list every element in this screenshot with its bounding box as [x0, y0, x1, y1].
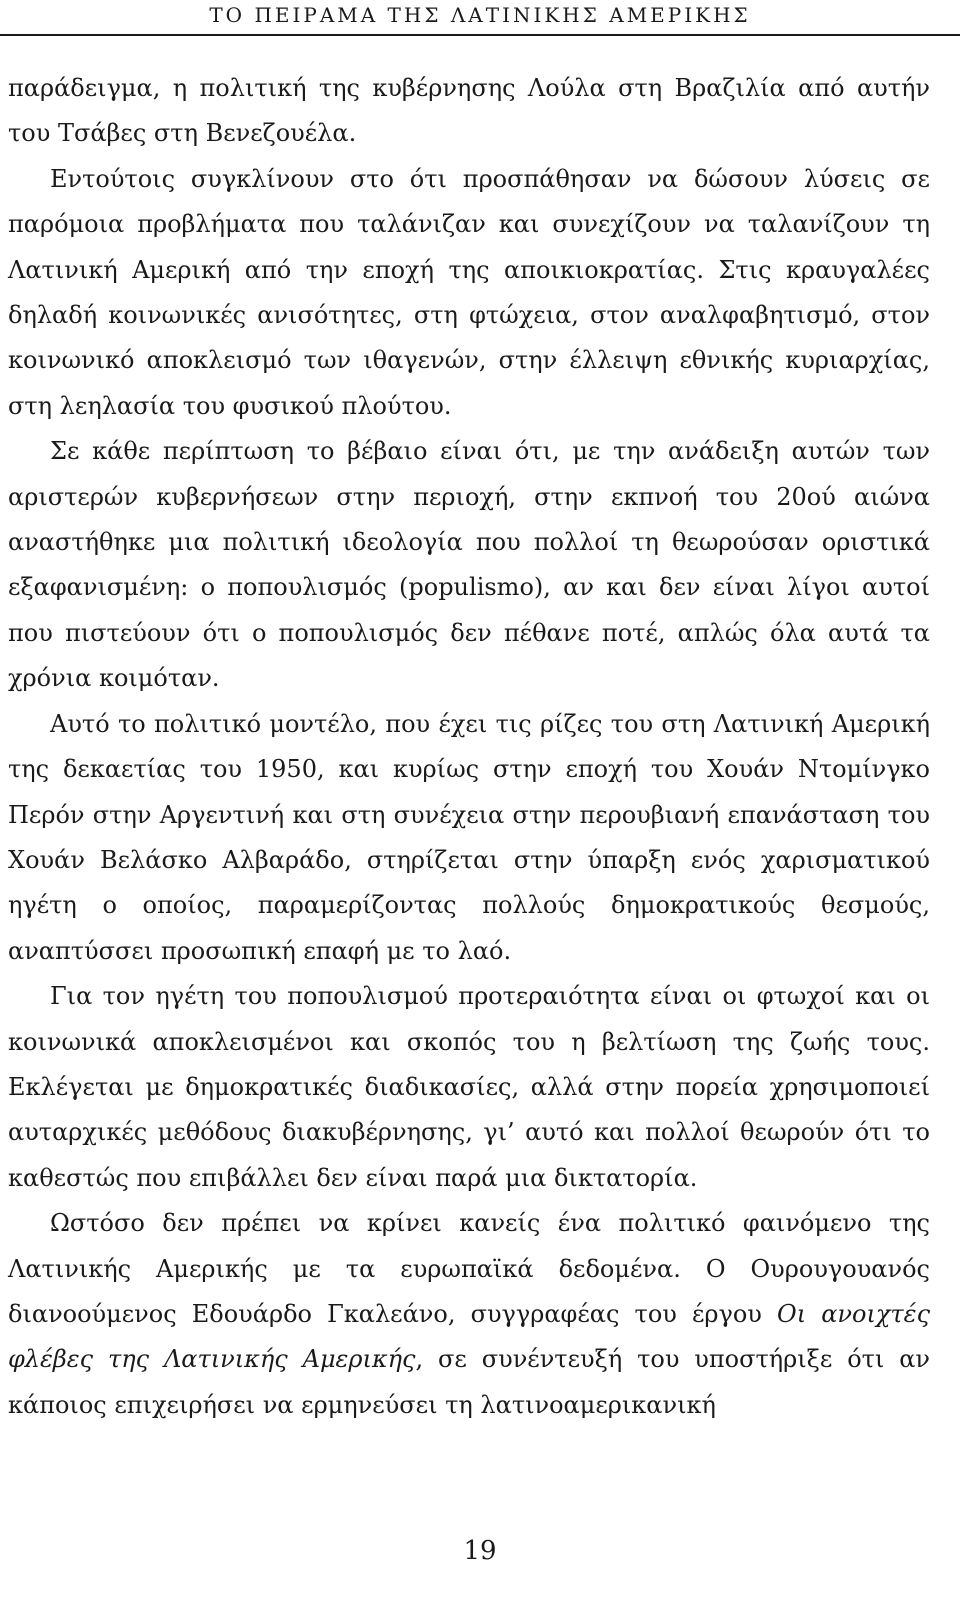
running-header: [0, 0, 960, 36]
running-title: ΤΟ ΠΕΙΡΑΜΑ ΤΗΣ ΛΑΤΙΝΙΚΗΣ ΑΜΕΡΙΚΗΣ: [209, 3, 751, 27]
header-rule: [0, 34, 960, 36]
paragraph: Εντούτοις συγκλίνουν στο ότι προσπάθησαν να δώσουν λύσεις σε παρόμοια προβλήματα που ταλάνιζαν και συνεχίζουν να ταλανίζουν τη Λατινική Αμερική από την εποχή της αποικιοκρατίας. Στις κραυγαλέες δηλαδή κοινωνικές ανισότητες, στη φτώχεια, στον αναλφαβητισμό, στον κοινωνικό αποκλεισμό των ιθαγενών, στην έλλειψη εθνικής κυριαρχίας, στη λεηλασία του φυσικού πλούτου.: [8, 164, 930, 420]
body-text: [8, 66, 930, 1428]
page-number: 19: [463, 1536, 497, 1566]
paragraph-text: , σε συνέντευξή του υποστήριξε ότι αν κάποιος επιχειρήσει να ερμηνεύσει τη λατινοαμερικανική: [8, 1345, 931, 1419]
paragraph: Αυτό το πολιτικό μοντέλο, που έχει τις ρίζες του στη Λατινική Αμερική της δεκαετίας του 1950, και κυρίως στην εποχή του Χουάν Ντομίνγκο Περόν στην Αργεντινή και στη συνέχεια στην περουβιανή επανάσταση του Χουάν Βελάσκο Αλβαράδο, στηρίζεται στην ύπαρξη ενός χαρισματικού ηγέτη ο οποίος, παραμερίζοντας πολλούς δημοκρατικούς θεσμούς, αναπτύσσει προσωπική επαφή με το λαό.: [8, 709, 930, 965]
paragraph-continuation: παράδειγμα, η πολιτική της κυβέρνησης Λούλα στη Βραζιλία από αυτήν του Τσάβες στη Βενεζουέλα.: [8, 74, 930, 148]
book-title: Οι ανοιχτές φλέβες της Λατινικής Αμερικής: [8, 1299, 931, 1374]
paragraph: [8, 1201, 930, 1428]
paragraph: Για τον ηγέτη του ποπουλισμού προτεραιότητα είναι οι φτωχοί και οι κοινωνικά αποκλεισμένοι και σκοπός του η βελτίωση της ζωής τους. Εκλέγεται με δημοκρατικές διαδικασίες, αλλά στην πορεία χρησιμοποιεί αυταρχικές μεθόδους διακυβέρνησης, γι’ αυτό και πολλοί θεωρούν ότι το καθεστώς που επιβάλλει δεν είναι παρά μια δικτατορία.: [8, 982, 930, 1192]
paragraph: Σε κάθε περίπτωση το βέβαιο είναι ότι, με την ανάδειξη αυτών των αριστερών κυβερνήσεων στην περιοχή, στην εκπνοή του 20ού αιώνα αναστήθηκε μια πολιτική ιδεολογία που πολλοί τη θεωρούσαν οριστικά εξαφανισμένη: ο ποπουλισμός (populismo), αν και δεν είναι λίγοι αυτοί που πιστεύουν ότι ο ποπουλισμός δεν πέθανε ποτέ, απλώς όλα αυτά τα χρόνια κοιμόταν.: [8, 437, 930, 693]
paragraph-text: Ωστόσο δεν πρέπει να κρίνει κανείς ένα πολιτικό φαινόμενο της Λατινικής Αμερικής με τα ευρωπαϊκά δεδομένα. Ο Ουρουγουανός διανοούμενος Εδουάρδο Γκαλεάνο, συγγραφέας του έργου: [8, 1209, 930, 1328]
